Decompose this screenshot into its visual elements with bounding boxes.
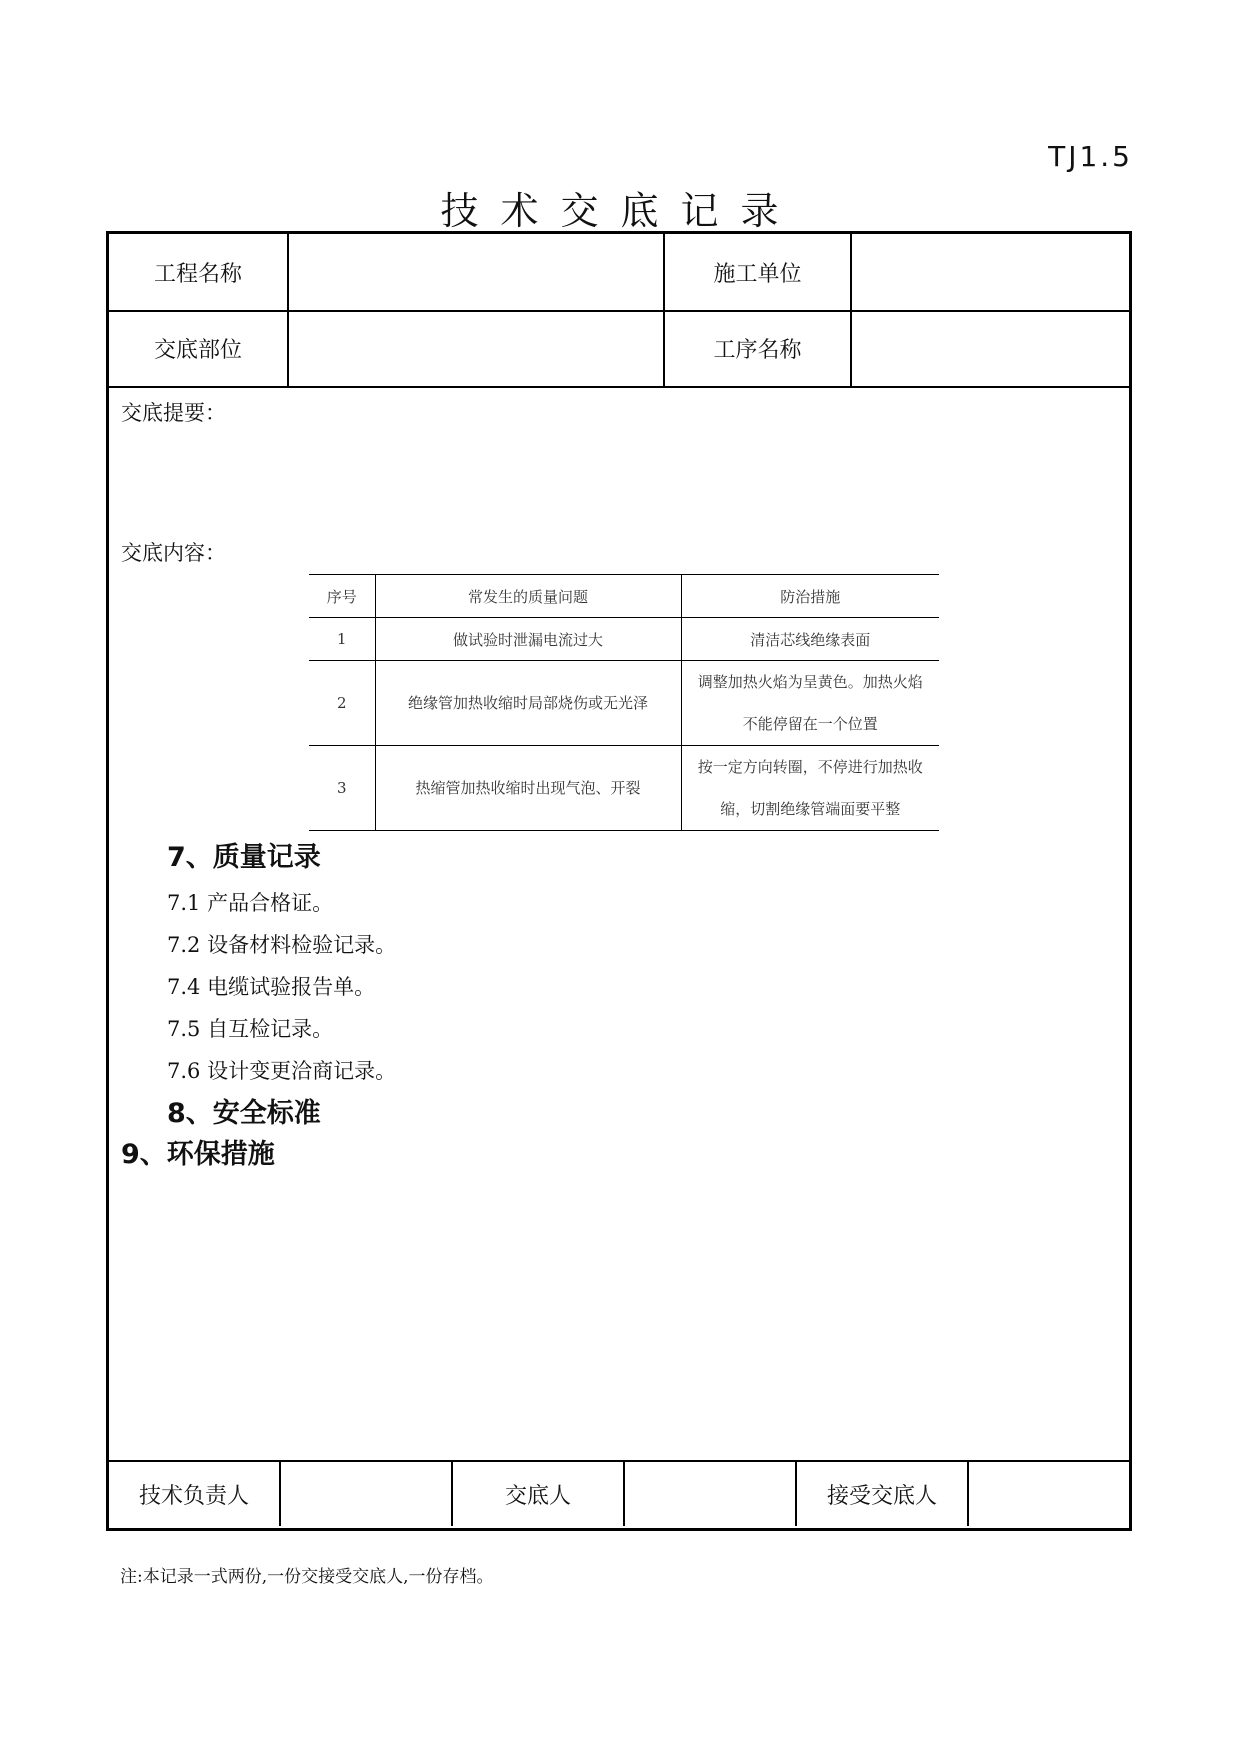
document-code: TJ1.5 — [1048, 140, 1133, 173]
table-row — [309, 746, 939, 831]
document-title: 技术交底记录 — [440, 189, 801, 233]
project-name-field[interactable] — [289, 234, 665, 310]
quality-record-item: 7.2 设备材料检验记录。 — [167, 933, 397, 957]
receiver-label: 接受交底人 — [797, 1462, 969, 1526]
record-form — [106, 231, 1132, 1531]
prevention-measure: 按一定方向转圈，不停进行加热收缩，切割绝缘管端面要平整 — [681, 746, 939, 831]
process-name-field[interactable] — [852, 310, 1129, 386]
header-row-2 — [109, 310, 1129, 388]
column-header: 常发生的质量问题 — [375, 575, 681, 618]
signature-row — [109, 1460, 1129, 1528]
section-8-heading: 8、安全标准 — [167, 1098, 321, 1129]
row-number: 1 — [309, 618, 375, 661]
process-name-label: 工序名称 — [665, 310, 852, 386]
table-row — [309, 618, 939, 661]
quality-record-item: 7.5 自互检记录。 — [167, 1017, 334, 1041]
quality-issue: 绝缘管加热收缩时局部烧伤或无光泽 — [375, 661, 681, 746]
disclosure-part-field[interactable] — [289, 310, 665, 386]
quality-issue: 热缩管加热收缩时出现气泡、开裂 — [375, 746, 681, 831]
row-number: 3 — [309, 746, 375, 831]
tech-lead-signature-field[interactable] — [281, 1462, 453, 1526]
quality-issue: 做试验时泄漏电流过大 — [375, 618, 681, 661]
project-name-label: 工程名称 — [109, 234, 289, 310]
table-header-row — [309, 575, 939, 618]
tech-lead-label: 技术负责人 — [109, 1462, 281, 1526]
section-7-heading: 7、质量记录 — [167, 842, 321, 873]
discloser-signature-field[interactable] — [625, 1462, 797, 1526]
summary-label: 交底提要： — [121, 401, 226, 425]
column-header: 序号 — [309, 575, 375, 618]
discloser-label: 交底人 — [453, 1462, 625, 1526]
prevention-measure: 调整加热火焰为呈黄色。加热火焰不能停留在一个位置 — [681, 661, 939, 746]
content-label: 交底内容： — [121, 541, 226, 565]
construction-unit-label: 施工单位 — [665, 234, 852, 310]
quality-record-item: 7.1 产品合格证。 — [167, 891, 334, 915]
construction-unit-field[interactable] — [852, 234, 1129, 310]
quality-record-item: 7.6 设计变更洽商记录。 — [167, 1059, 397, 1083]
header-row-1 — [109, 234, 1129, 312]
quality-record-item: 7.4 电缆试验报告单。 — [167, 975, 376, 999]
row-number: 2 — [309, 661, 375, 746]
column-header: 防治措施 — [681, 575, 939, 618]
table-row — [309, 661, 939, 746]
section-9-heading: 9、环保措施 — [121, 1139, 275, 1170]
prevention-measure: 清洁芯线绝缘表面 — [681, 618, 939, 661]
receiver-signature-field[interactable] — [969, 1462, 1129, 1526]
disclosure-part-label: 交底部位 — [109, 310, 289, 386]
quality-issues-table — [309, 574, 939, 831]
footnote: 注:本记录一式两份,一份交接受交底人,一份存档。 — [120, 1567, 494, 1587]
